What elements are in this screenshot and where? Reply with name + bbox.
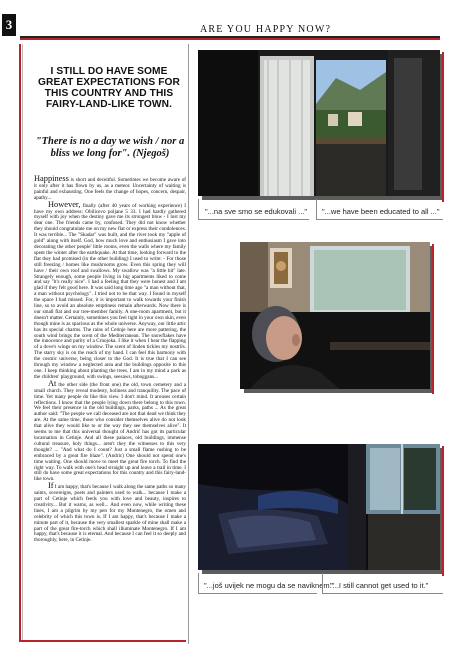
- article-body: [34, 176, 186, 544]
- lead-word: Happiness: [34, 174, 69, 183]
- left-gray-line: [22, 44, 23, 642]
- photo-accent-line: [442, 446, 444, 576]
- column-divider: [188, 44, 189, 644]
- window-view-image: [198, 50, 440, 196]
- paragraph-2: However, finally (after 40 years of working experience) I have my own address: Obilicevo poljane 5 33. I had hardly gathered myself with joy when the destiny gave me its strongest blow - I lost my dear one. The friends came by, confused. They did not know whether they should congratulate me on my new flat or express their condolences. It was terrible... The "Skadar" was built, and the river took my "apple of gold" along with itself. God, how much love and enthusiasm I gave into decorating the other people' little rooms, even the walls where my family spent the winter after the earthquake. At that time, looking forward to the flat they had promised (in the other building) I used to write: - For those still freezing / homes like mushrooms grow. Even this spring they will have / their own roof and swallows. My swallow was "a little bit" late. Strangely enough, some people living in big apartments liked to come and say "it's really nice". I had a feeling that they were honest and I am glad if they felt good here. It was said long time ago "a man without that, a man without psychology". I tried not to be that way. I found in myself the space I had missed. For, it is important to walk towards your finish line, so to avoid an absolute emptiness remain afterwards. Now there is our small flat and our tree-member family. A one-room apartment, but it doesn't matter. Certainly, sometimes you feel tight in your own skin, even though mine is as spacious as the whole universe. Anyway, our little attic has its special charms. The rains of Cetinje here are more pattering, the south wind brings the scent of the Mediterranean. The snowflakes have the innocence and purity of a Crnojoka. I like it when I hear the flapping of a dove's wings on my window. The scent of linden tickles my nostrils. The starry sky is on the reach of my hand. I can feel this harmony with the cosmic universe, being closer to the God. It is true that I can see through my window a neglected area and the buildings opposite to this one. I keep thinking about planting the trees. I am in my mind a park as the children' playground, with swings, seesaws, toboggans...: [34, 199, 186, 380]
- article-quote: "There is no a day we wish / nor a bliss we long for". (Njegoš): [35, 136, 185, 159]
- lead-word: However,: [48, 199, 81, 209]
- paragraph-4: If I am happy, that's because I walk along the same paths so many saints, sovereigns, poets and painters used to walk... because I make a part of Cetinje which feeds you with love and beauty, inspires to creativity... But it warns, as well... And even now, while writing these lines, I am a pilgrim by my pen for my Montenegro, the omen and celebrity of which this town is. If I am happy, that's because I make a minute part of it, because the very smallest sparkle of mine shall make a part of the great fire-torch which shall illuminate Montenegro. If I am happy, that's because it is eternal. And because I can feel it so deeply and thoroughly, here, in Cetinje.: [34, 481, 186, 544]
- caption-1-local: "...na sve smo se edukovali ...": [205, 207, 308, 216]
- page-number: 3: [2, 14, 16, 36]
- paragraph-3: At the other side (the front one) the old, town cemetery and a small church. They reveal modesty, holiness and tranquility. The pace of time. Yet many people do like this view. I don't mind. It arouses certain reflections. I know that the people lying down there belong to this town. We feel their presence in the old buildings, parks, paths ... As the great author said: "The people we call deceased are not that dead we think they are. At the same time, those who consider themselves alive do not look that alive they would like to or the way they see themselves alive". It seems to me that this universal thought of Andrić has got its particular incarnation in Cetinje. And all these palaces, old buildings, immense cultural treasure, holy things... aren't they the witnesses to this very thought? ... "And what do I count? Just a small flame rushing to be embraced by a great fire blaze". (Andric) One should not spend one's time waiting. One should move to meet the great fire torch. To find the right way. To walk with one's head straight up and leave a trail in time. I still do have some great expectations for this country and this fairy-land-like town.: [34, 378, 186, 483]
- portrait-image: [240, 242, 430, 389]
- bottom-accent-line: [19, 640, 186, 642]
- caption-1-english: "...we have been educated to all ...": [322, 207, 440, 216]
- bedroom-image: [198, 444, 440, 570]
- header-title: ARE YOU HAPPY NOW?: [200, 24, 332, 35]
- caption-3-local: "...još uvijek ne mogu da se naviknem.": [204, 581, 335, 590]
- left-accent-line: [19, 44, 21, 642]
- lead-word: If: [48, 481, 54, 491]
- article-headline: I STILL DO HAVE SOME GREAT EXPECTATIONS FOR THIS COUNTRY AND THIS FAIRY-LAND-LIKE TOWN.: [38, 66, 180, 110]
- photo-accent-line: [432, 244, 434, 394]
- caption-3-english: "...I still cannot get used to it.": [330, 581, 429, 590]
- lead-word: At: [48, 378, 57, 388]
- header-accent-rule: [20, 38, 440, 40]
- photo-accent-line: [442, 52, 444, 202]
- paragraph-1: Happiness is short and deceitful. Sometimes we become aware of it only after it has flown by us, as a meteor. Uncertainty of waiting is painful and exhausting. One feels the change of hopes, concern, despair, apathy...: [34, 174, 186, 201]
